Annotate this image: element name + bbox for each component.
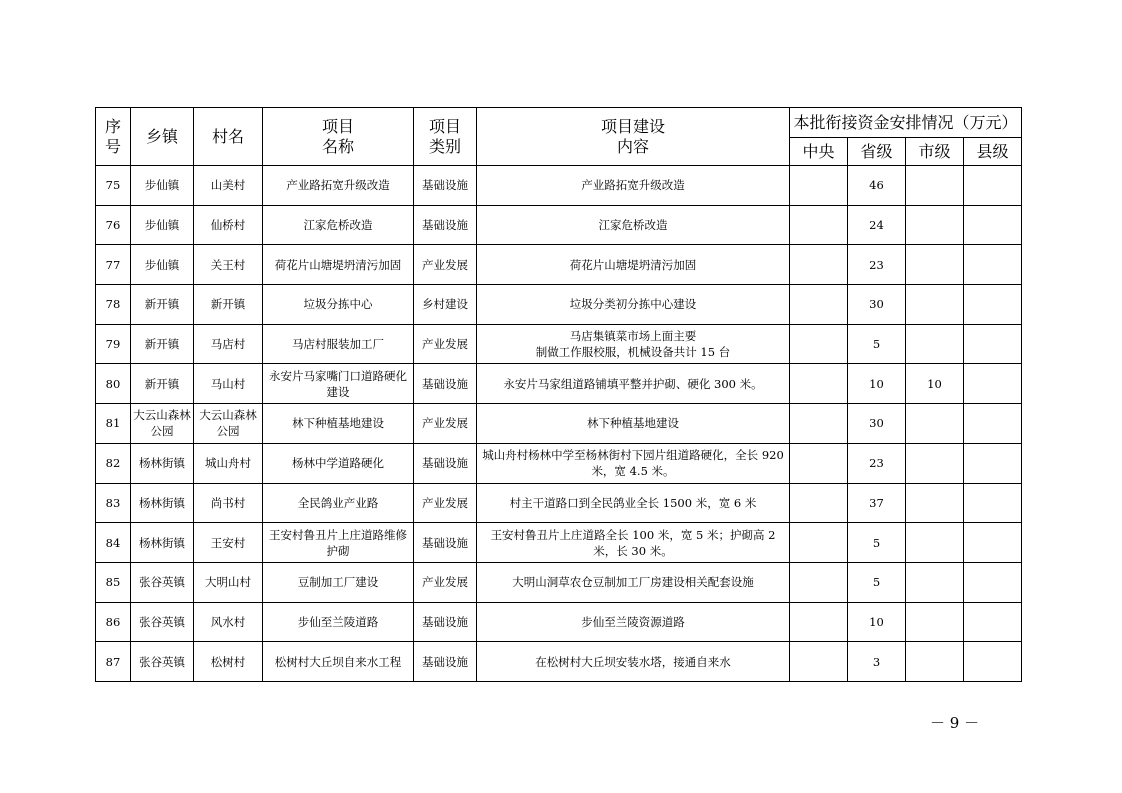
cell-content: 步仙至兰陵资源道路 <box>477 602 790 642</box>
cell-village: 新开镇 <box>194 285 263 325</box>
cell-village: 王安村 <box>194 523 263 563</box>
header-provincial: 省级 <box>848 138 906 166</box>
cell-county <box>964 602 1022 642</box>
cell-content: 垃圾分类初分拣中心建设 <box>477 285 790 325</box>
cell-content: 大明山洞草农仓豆制加工厂房建设相关配套设施 <box>477 562 790 602</box>
cell-central <box>790 205 848 245</box>
cell-content: 城山舟村杨林中学至杨林街村下园片组道路硬化，全长 920 米，宽 4.5 米。 <box>477 443 790 483</box>
cell-type: 产业发展 <box>414 483 477 523</box>
table-body <box>96 166 1022 682</box>
cell-central <box>790 245 848 285</box>
cell-provincial: 10 <box>848 364 906 404</box>
cell-central <box>790 324 848 364</box>
cell-no: 80 <box>96 364 131 404</box>
cell-city <box>906 404 964 444</box>
table-row <box>96 285 1022 325</box>
cell-type: 基础设施 <box>414 166 477 206</box>
cell-central <box>790 285 848 325</box>
cell-village: 马山村 <box>194 364 263 404</box>
cell-name: 江家危桥改造 <box>263 205 414 245</box>
cell-city <box>906 324 964 364</box>
cell-no: 86 <box>96 602 131 642</box>
cell-village: 城山舟村 <box>194 443 263 483</box>
table-row <box>96 205 1022 245</box>
cell-central <box>790 562 848 602</box>
cell-town: 杨林街镇 <box>131 523 194 563</box>
cell-city <box>906 562 964 602</box>
cell-city <box>906 166 964 206</box>
cell-type: 产业发展 <box>414 404 477 444</box>
cell-town: 新开镇 <box>131 364 194 404</box>
cell-provincial: 30 <box>848 285 906 325</box>
cell-content: 江家危桥改造 <box>477 205 790 245</box>
cell-type: 产业发展 <box>414 245 477 285</box>
cell-provincial: 24 <box>848 205 906 245</box>
cell-content: 林下种植基地建设 <box>477 404 790 444</box>
cell-town: 张谷英镇 <box>131 562 194 602</box>
cell-city <box>906 443 964 483</box>
cell-no: 85 <box>96 562 131 602</box>
cell-central <box>790 443 848 483</box>
cell-county <box>964 443 1022 483</box>
cell-village: 仙桥村 <box>194 205 263 245</box>
cell-city <box>906 602 964 642</box>
cell-town: 步仙镇 <box>131 245 194 285</box>
cell-county <box>964 364 1022 404</box>
header-project-name: 项目 名称 <box>263 108 414 166</box>
cell-town: 张谷英镇 <box>131 602 194 642</box>
cell-provincial: 30 <box>848 404 906 444</box>
cell-no: 75 <box>96 166 131 206</box>
cell-town: 新开镇 <box>131 285 194 325</box>
cell-no: 78 <box>96 285 131 325</box>
cell-name: 林下种植基地建设 <box>263 404 414 444</box>
cell-no: 76 <box>96 205 131 245</box>
cell-content: 村主干道路口到全民鸽业全长 1500 米，宽 6 米 <box>477 483 790 523</box>
cell-county <box>964 205 1022 245</box>
page-number: － 9 － <box>930 714 980 732</box>
cell-name: 豆制加工厂建设 <box>263 562 414 602</box>
cell-village: 大云山森林公园 <box>194 404 263 444</box>
header-central: 中央 <box>790 138 848 166</box>
cell-provincial: 5 <box>848 324 906 364</box>
cell-name: 荷花片山塘堤坍清污加固 <box>263 245 414 285</box>
cell-village: 大明山村 <box>194 562 263 602</box>
cell-village: 关王村 <box>194 245 263 285</box>
cell-town: 杨林街镇 <box>131 483 194 523</box>
cell-village: 马店村 <box>194 324 263 364</box>
table-row <box>96 324 1022 364</box>
cell-city: 10 <box>906 364 964 404</box>
cell-name: 松树村大丘坝自来水工程 <box>263 642 414 682</box>
cell-town: 新开镇 <box>131 324 194 364</box>
cell-county <box>964 562 1022 602</box>
cell-town: 杨林街镇 <box>131 443 194 483</box>
cell-town: 大云山森林公园 <box>131 404 194 444</box>
table-row <box>96 523 1022 563</box>
cell-content: 在松树村大丘坝安装水塔，接通自来水 <box>477 642 790 682</box>
cell-city <box>906 205 964 245</box>
header-project-type: 项目 类别 <box>414 108 477 166</box>
cell-provincial: 37 <box>848 483 906 523</box>
cell-name: 马店村服装加工厂 <box>263 324 414 364</box>
cell-no: 81 <box>96 404 131 444</box>
cell-provincial: 3 <box>848 642 906 682</box>
cell-name: 垃圾分拣中心 <box>263 285 414 325</box>
cell-provincial: 10 <box>848 602 906 642</box>
cell-central <box>790 602 848 642</box>
cell-city <box>906 523 964 563</box>
cell-provincial: 23 <box>848 443 906 483</box>
cell-name: 产业路拓宽升级改造 <box>263 166 414 206</box>
cell-no: 87 <box>96 642 131 682</box>
cell-content: 永安片马家组道路铺填平整并护砌、硬化 300 米。 <box>477 364 790 404</box>
cell-city <box>906 483 964 523</box>
table-row <box>96 404 1022 444</box>
cell-county <box>964 523 1022 563</box>
cell-town: 步仙镇 <box>131 205 194 245</box>
header-funds-group: 本批衔接资金安排情况（万元） <box>790 108 1022 138</box>
cell-provincial: 5 <box>848 562 906 602</box>
cell-village: 山美村 <box>194 166 263 206</box>
cell-type: 基础设施 <box>414 443 477 483</box>
cell-type: 基础设施 <box>414 602 477 642</box>
funding-table <box>95 107 1022 682</box>
cell-central <box>790 404 848 444</box>
cell-no: 83 <box>96 483 131 523</box>
cell-no: 84 <box>96 523 131 563</box>
cell-town: 步仙镇 <box>131 166 194 206</box>
cell-county <box>964 642 1022 682</box>
header-village: 村名 <box>194 108 263 166</box>
cell-content: 马店集镇菜市场上面主要 制做工作服校服，机械设备共计 15 台 <box>477 324 790 364</box>
table-row <box>96 443 1022 483</box>
table-row <box>96 562 1022 602</box>
cell-type: 产业发展 <box>414 562 477 602</box>
table-row <box>96 483 1022 523</box>
cell-no: 82 <box>96 443 131 483</box>
cell-town: 张谷英镇 <box>131 642 194 682</box>
table-row <box>96 245 1022 285</box>
header-content: 项目建设 内容 <box>477 108 790 166</box>
cell-content: 荷花片山塘堤坍清污加固 <box>477 245 790 285</box>
cell-type: 基础设施 <box>414 205 477 245</box>
cell-central <box>790 642 848 682</box>
cell-city <box>906 642 964 682</box>
cell-type: 基础设施 <box>414 523 477 563</box>
cell-name: 王安村鲁丑片上庄道路维修护砌 <box>263 523 414 563</box>
table-row <box>96 166 1022 206</box>
cell-village: 尚书村 <box>194 483 263 523</box>
cell-central <box>790 483 848 523</box>
cell-provincial: 5 <box>848 523 906 563</box>
cell-county <box>964 324 1022 364</box>
cell-central <box>790 166 848 206</box>
cell-type: 产业发展 <box>414 324 477 364</box>
cell-content: 王安村鲁丑片上庄道路全长 100 米，宽 5 米；护砌高 2 米，长 30 米。 <box>477 523 790 563</box>
cell-no: 77 <box>96 245 131 285</box>
cell-provincial: 46 <box>848 166 906 206</box>
cell-type: 基础设施 <box>414 642 477 682</box>
cell-central <box>790 364 848 404</box>
header-seq: 序 号 <box>96 108 131 166</box>
cell-central <box>790 523 848 563</box>
cell-village: 松树村 <box>194 642 263 682</box>
cell-type: 基础设施 <box>414 364 477 404</box>
cell-county <box>964 166 1022 206</box>
cell-city <box>906 245 964 285</box>
table-row <box>96 642 1022 682</box>
table-row <box>96 364 1022 404</box>
header-county: 县级 <box>964 138 1022 166</box>
cell-type: 乡村建设 <box>414 285 477 325</box>
cell-no: 79 <box>96 324 131 364</box>
cell-provincial: 23 <box>848 245 906 285</box>
header-town: 乡镇 <box>131 108 194 166</box>
cell-county <box>964 285 1022 325</box>
cell-county <box>964 404 1022 444</box>
table-row <box>96 602 1022 642</box>
cell-village: 风水村 <box>194 602 263 642</box>
cell-name: 全民鸽业产业路 <box>263 483 414 523</box>
cell-name: 杨林中学道路硬化 <box>263 443 414 483</box>
cell-name: 步仙至兰陵道路 <box>263 602 414 642</box>
cell-name: 永安片马家嘴门口道路硬化建设 <box>263 364 414 404</box>
header-city: 市级 <box>906 138 964 166</box>
cell-content: 产业路拓宽升级改造 <box>477 166 790 206</box>
cell-county <box>964 245 1022 285</box>
cell-county <box>964 483 1022 523</box>
cell-city <box>906 285 964 325</box>
